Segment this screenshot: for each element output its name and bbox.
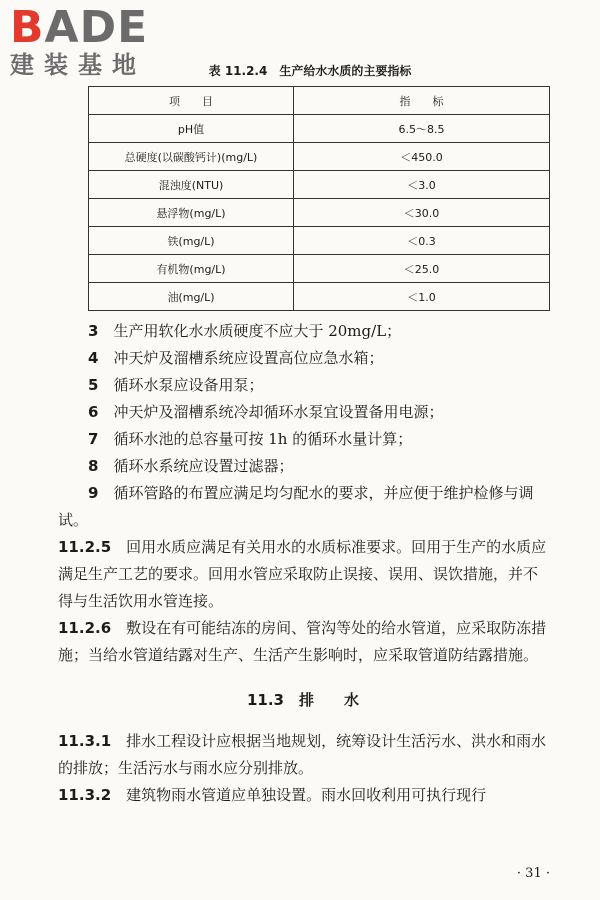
list-item	[58, 345, 548, 372]
table-row	[89, 143, 550, 171]
list-item	[58, 426, 548, 453]
item-number: 7	[88, 430, 99, 448]
row-item: 混浊度(NTU)	[89, 171, 294, 199]
table-row	[89, 255, 550, 283]
table-header-row	[89, 87, 550, 115]
list-item	[58, 480, 548, 534]
column-header-item: 项 目	[89, 87, 294, 115]
item-text: 冲天炉及溜槽系统应设置高位应急水箱；	[113, 349, 384, 367]
body-text	[58, 318, 548, 809]
item-text: 循环水系统应设置过滤器；	[113, 457, 294, 475]
list-item	[58, 399, 548, 426]
logo-subtitle: 建装基地	[10, 51, 146, 79]
row-item: pH值	[89, 115, 294, 143]
row-item: 油(mg/L)	[89, 283, 294, 311]
list-item	[58, 453, 548, 480]
row-value: ＜450.0	[294, 143, 550, 171]
section-heading: 排 水	[299, 691, 360, 709]
item-number: 4	[88, 349, 99, 367]
clause-number: 11.3.1	[58, 732, 112, 750]
row-item: 铁(mg/L)	[89, 227, 294, 255]
table-caption: 表 11.2.4 生产给水水质的主要指标	[208, 64, 412, 78]
logo-wordmark: BADE	[10, 2, 149, 53]
column-header-index: 指 标	[294, 87, 550, 115]
row-value: ＜30.0	[294, 199, 550, 227]
row-item: 悬浮物(mg/L)	[89, 199, 294, 227]
row-value: ＜3.0	[294, 171, 550, 199]
row-item: 有机物(mg/L)	[89, 255, 294, 283]
clause-text: 排水工程设计应根据当地规划，统筹设计生活污水、洪水和雨水的排放；生活污水与雨水应分别排放。	[58, 732, 547, 777]
row-value: ＜1.0	[294, 283, 550, 311]
table-row	[89, 199, 550, 227]
item-number: 8	[88, 457, 99, 475]
clause	[58, 782, 548, 809]
row-value: 6.5～8.5	[294, 115, 550, 143]
item-number: 3	[88, 322, 99, 340]
list-item	[58, 318, 548, 345]
page-number: · 31 ·	[516, 866, 550, 881]
clause	[58, 728, 548, 782]
item-text: 循环水泵应设备用泵；	[113, 376, 264, 394]
clause-number: 11.2.6	[58, 619, 112, 637]
row-item: 总硬度(以碳酸钙计)(mg/L)	[89, 143, 294, 171]
table-row	[89, 227, 550, 255]
water-quality-table	[88, 86, 550, 311]
item-text: 生产用软化水水质硬度不应大于 20mg/L；	[113, 322, 402, 340]
table-row	[89, 283, 550, 311]
item-text: 循环管路的布置应满足均匀配水的要求，并应便于维护检修与调试。	[58, 484, 534, 529]
clause-text: 建筑物雨水管道应单独设置。雨水回收利用可执行现行	[126, 786, 487, 804]
item-number: 6	[88, 403, 99, 421]
row-value: ＜0.3	[294, 227, 550, 255]
clause-text: 敷设在有可能结冻的房间、管沟等处的给水管道，应采取防冻措施；当给水管道结露对生产、生活产生影响时，应采取管道防结露措施。	[58, 619, 547, 664]
table-row	[89, 171, 550, 199]
section-number: 11.3	[246, 691, 284, 709]
clause-number: 11.2.5	[58, 538, 112, 556]
clause	[58, 534, 548, 615]
row-value: ＜25.0	[294, 255, 550, 283]
item-text: 冲天炉及溜槽系统冷却循环水泵宜设置备用电源；	[113, 403, 444, 421]
item-number: 9	[88, 484, 99, 502]
table-row	[89, 115, 550, 143]
list-item	[58, 372, 548, 399]
clause	[58, 615, 548, 669]
item-number: 5	[88, 376, 99, 394]
clause-number: 11.3.2	[58, 786, 112, 804]
item-text: 循环水池的总容量可按 1h 的循环水量计算；	[113, 430, 413, 448]
clause-text: 回用水质应满足有关用水的水质标准要求。回用于生产的水质应满足生产工艺的要求。回用水管应采取防止误接、误用、误饮措施，并不得与生活饮用水管连接。	[58, 538, 547, 610]
section-title	[58, 687, 548, 714]
